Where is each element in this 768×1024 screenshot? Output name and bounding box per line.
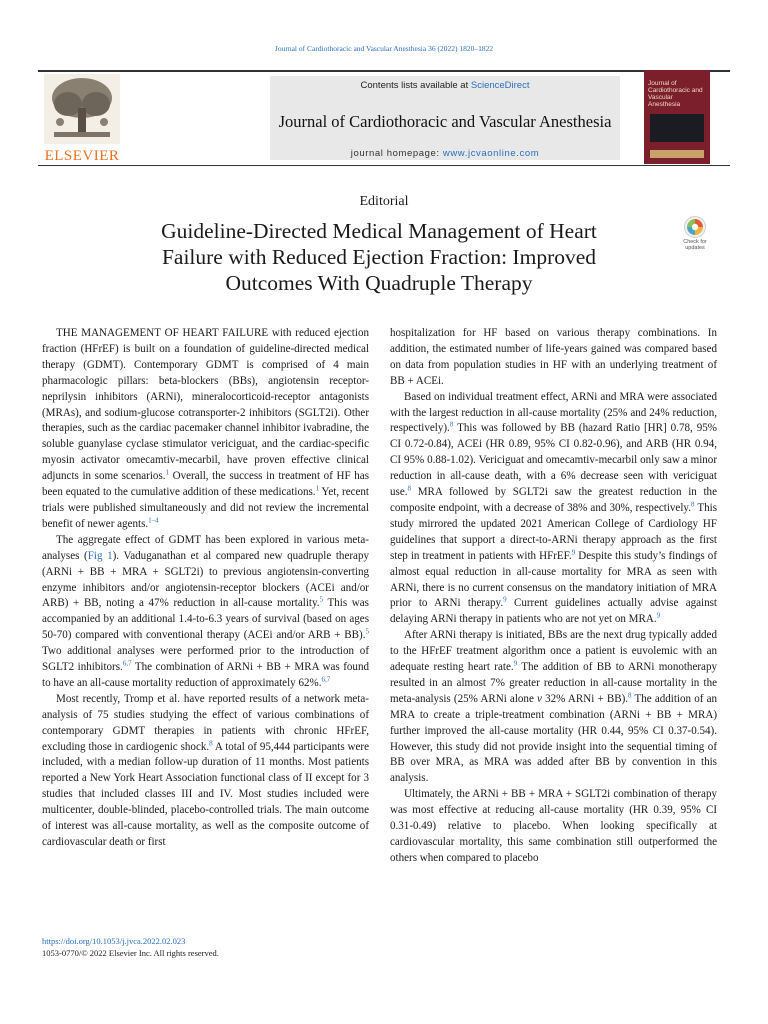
paragraph: THE MANAGEMENT OF HEART FAILURE with reduced ejection fraction (HFrEF) is built on a foundation of guideline-directed medical therapy (GDMT). Contemporary GDMT is comprised of 4 main pharmacologic pillars: beta-blockers (BBs), angiotensin receptor-neprilysin inhibitors (ARNi), mineralocorticoid-receptor antagonists (MRAs), and sodium-glucose cotransporter-2 inhibitors (SGLT2i). Other therapies, such as the cardiac pacemaker channel inhibitor ivabradine, the soluble guanylase cyclase stimulator vericiguat, and the cardiac-specific myosin activator omecamtiv-mecarbil, have proven effective clinical adjuncts in some scenarios.$^1$ Overall, the success in treatment of HF has been equated to the cumulative addition of these medications.$^1$ Yet, recent trials were published simultaneously and did not review the incremental benefit of newer agents.$^{1-4}$ <box>42 327 369 530</box>
check-updates-icon <box>684 216 706 238</box>
contents-line <box>270 80 620 91</box>
doi-link[interactable]: https://doi.org/10.1053/j.jvca.2022.02.023 <box>42 936 186 946</box>
copyright-line: 1053-0770/© 2022 Elsevier Inc. All rights reserved. <box>42 948 219 958</box>
citation-link[interactable]: 8 <box>449 420 454 429</box>
homepage-prefix: journal homepage: <box>350 148 443 159</box>
check-updates-label: Check for updates <box>683 239 707 251</box>
paragraph: After ARNi therapy is initiated, BBs are the next drug typically added to the HFrEF treatment algorithm once a patient is euvolemic with an adequate resting heart rate.$^9$ The addition of BB to ARNi monotherapy resulted in an almost 7% greater reduction in all-cause mortality in the meta-analysis (25% ARNi alone v 32% ARNi + BB).$^8$ The addition of an MRA to create a triple-treatment combination (ARNi + BB + MRA) further improved the all-cause mortality (HR 0.44, 95% CI 0.37-0.54). However, this study did not provide insight into the sequential timing of BB over MRA, as MRA was added after BB by convention in this analysis. <box>390 629 717 785</box>
article-title: Guideline-Directed Medical Management of Heart Failure with Reduced Ejection Fraction: Improved Outcomes With Quadruple Therapy <box>161 219 597 295</box>
citation-link[interactable]: 8 <box>628 691 632 700</box>
figure-link[interactable]: Fig 1 <box>87 549 113 562</box>
citation-link[interactable]: 5 <box>319 595 324 604</box>
citation-link[interactable]: 6,7 <box>122 659 132 668</box>
check-for-updates-button[interactable] <box>676 216 714 258</box>
citation-link[interactable]: 8 <box>407 484 411 493</box>
citation-link[interactable]: 1 <box>315 484 320 493</box>
journal-title: Journal of Cardiothoracic and Vascular Anesthesia <box>278 112 612 131</box>
homepage-line <box>270 148 620 159</box>
elsevier-logo <box>40 74 124 164</box>
paragraph: hospitalization for HF based on various therapy combinations. In addition, the estimated number of life-years gained was compared based on data from population studies in HF with an underlying treatment of BB + ACEi. <box>390 327 717 387</box>
cover-title: Journal of Cardiothoracic and Vascular Anesthesia <box>648 80 703 108</box>
paragraph: Ultimately, the ARNi + BB + MRA + SGLT2i combination of therapy was most effective at reducing all-cause mortality (HR 0.39, 95% CI 0.31-0.49) relative to placebo. When looking specifically at cardiovascular mortality, this same combination still outperformed the others when compared to placebo <box>390 788 717 864</box>
citation-link[interactable]: 8 <box>690 500 695 509</box>
body-column-right <box>390 326 717 867</box>
paragraph: Most recently, Tromp et al. have reported results of a network meta-analysis of 75 studies studying the effect of various combinations of contemporary GDMT therapies in patients with chronic HFrEF, excluding those in cardiogenic shock.$^8$ A total of 95,444 participants were included, with a median follow-up duration of 11 months. Most patients reported a New York Heart Association functional class of II except for 3 studies that included classes III and IV. Most studies included were multicenter, double-blinded, placebo-controlled trials. The main outcome of interest was all-cause mortality, as well as the composite outcome of cardiovascular death or first <box>42 692 370 848</box>
journal-masthead <box>38 70 730 166</box>
page-footer <box>42 935 442 959</box>
citation-link[interactable]: 5 <box>365 627 369 636</box>
paragraph: Based on individual treatment effect, ARNi and MRA were associated with the largest reduction in all-cause mortality (25% and 24% reduction, respectively).$^8$ This was followed by BB (hazard Ratio [HR] 0.78, 95% CI 0.72-0.84), ACEi (HR 0.89, 95% CI 0.82-0.96), and ARB (HR 0.94, CI 95% 0.88-1.02). Vericiguat and omecamtiv-mecarbil only saw a minor reduction in all-cause death, with a 6% decrease seen with vericiguat use.$^8$ MRA followed by SGLT2i saw the greatest reduction in the composite endpoint, with a decrease of 38% and 30%, respectively.$^8$ This study mirrored the updated 2021 American College of Cardiology HF guidelines that support a direct-to-ARNi therapy approach as the first step in treatment in patients with HFrEF.$^9$ Despite this study’s findings of almost equal reduction in all-cause mortality for MRA as seen with ARNi, there is no current consensus on the mandatory initiation of MRA prior to ARNi therapy.$^9$ Current guidelines actually advise against delaying ARNi therapy in patients who are not yet on MRA.$^9$ <box>390 390 717 626</box>
citation-link[interactable]: 9 <box>571 548 576 557</box>
sciencedirect-link[interactable]: ScienceDirect <box>470 80 530 91</box>
cover-image <box>650 114 704 142</box>
body-column-left <box>42 326 369 851</box>
citation-link[interactable]: 9 <box>656 611 661 620</box>
journal-cover-thumbnail <box>644 70 710 164</box>
running-head[interactable]: Journal of Cardiothoracic and Vascular Anesthesia 36 (2022) 1820–1822 <box>274 44 494 53</box>
masthead-bottom-rule <box>38 165 730 166</box>
citation-link[interactable]: 1–4 <box>148 516 159 525</box>
citation-link[interactable]: 6,7 <box>321 675 331 684</box>
masthead-top-rule <box>38 70 730 72</box>
contents-prefix: Contents lists available at <box>360 80 471 91</box>
paragraph: The aggregate effect of GDMT has been explored in various meta-analyses (Fig 1). Vaduganathan et al compared new quadruple therapy (ARNi + BB + MRA + SGLT2i) to previous angiotensin-converting enzyme inhibitors and/or angiotensin-receptor blockers (ACEi and/or ARB) + BB, noting a 47% reduction in all-cause mortality.$^5$ This was accompanied by an additional 1.4-to-6.3 years of survival (based on ages 50-70) compared with conventional therapy (ACEi and/or ARB + BB).$^5$ Two additional analyses were performed prior to the introduction of SGLT2 inhibitors.$^{6,7}$ The combination of ARNi + BB + MRA was found to have an all-cause mortality reduction of approximately 62%.$^{6,7}$ <box>42 533 369 689</box>
citation-link[interactable]: 8 <box>209 738 213 747</box>
elsevier-wordmark: ELSEVIER <box>44 148 120 164</box>
citation-link[interactable]: 9 <box>513 659 518 668</box>
homepage-link[interactable]: www.jcvaonline.com <box>442 148 540 159</box>
article-type: Editorial <box>359 194 409 209</box>
citation-link[interactable]: 1 <box>165 468 170 477</box>
elsevier-tree-icon <box>44 74 120 144</box>
citation-link[interactable]: 9 <box>503 595 507 604</box>
cover-band <box>650 150 704 158</box>
journal-info-box <box>270 76 620 160</box>
